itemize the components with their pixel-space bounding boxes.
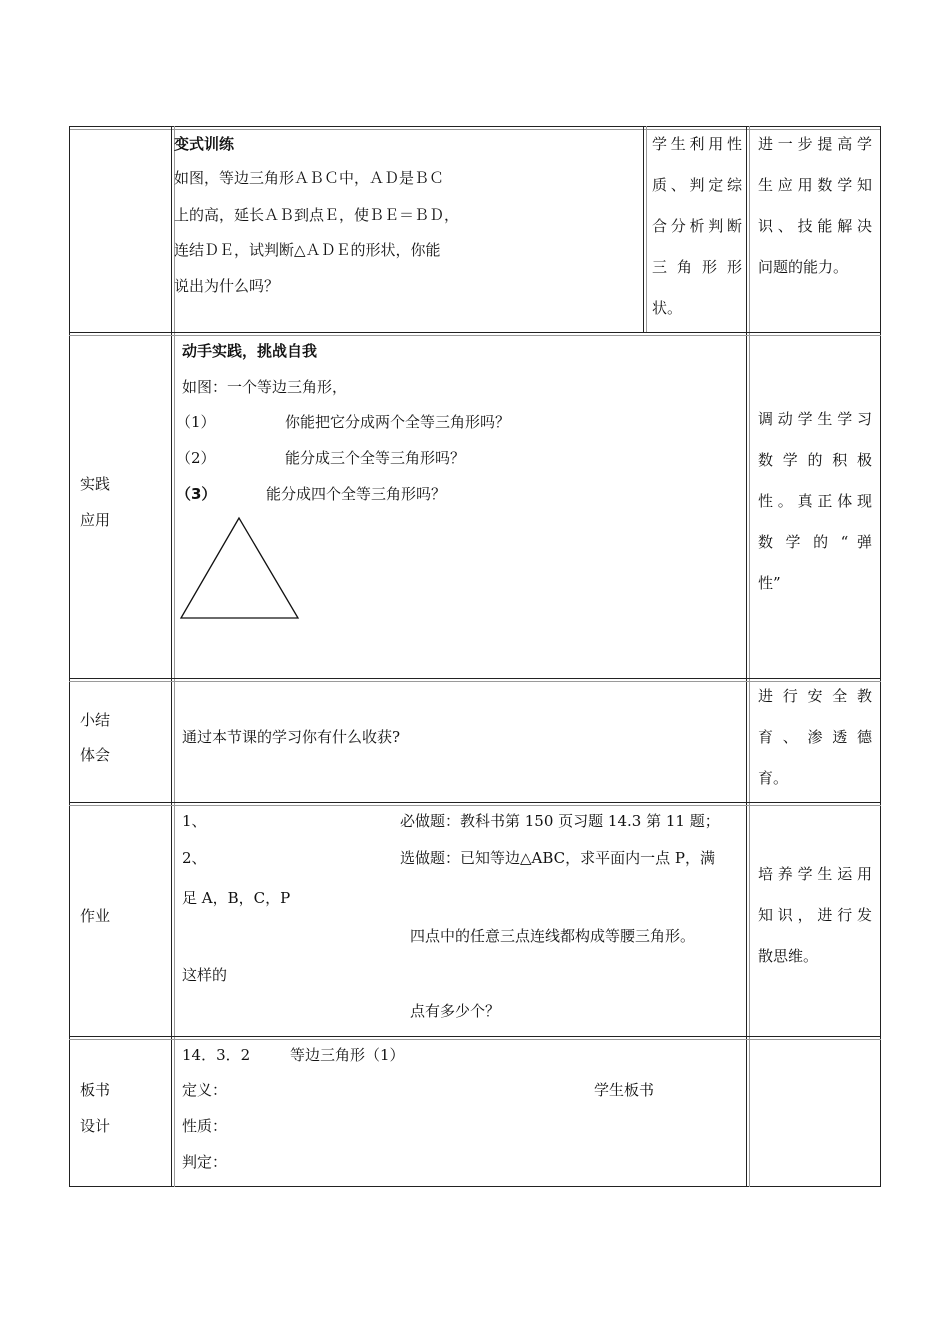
- equilateral-triangle-figure: [178, 514, 302, 622]
- homework-line-6: 点有多少个？: [410, 1002, 501, 1020]
- board-label-line-2: 设计: [80, 1117, 111, 1135]
- summary-intent-line-3: 育。: [758, 769, 789, 787]
- variation-student-line-1: 学生利用性: [652, 135, 742, 153]
- variation-heading: 变式训练: [174, 135, 235, 153]
- practice-intent-line-1: 调动学生学习: [758, 410, 872, 428]
- homework-line-4: 四点中的任意三点连线都构成等腰三角形。: [410, 927, 696, 945]
- variation-line-2: 上的高，延长ＡＢ到点Ｅ，使ＢＥ＝ＢＤ，: [174, 206, 460, 224]
- homework-line-5: 这样的: [182, 966, 228, 984]
- variation-intent-line-3: 识、技能解决: [758, 217, 872, 235]
- variation-student-line-3: 合分析判断: [652, 217, 742, 235]
- practice-item-3-num: （3）: [176, 485, 217, 503]
- triangle-shape: [181, 518, 298, 618]
- homework-intent-line-3: 散思维。: [758, 947, 819, 965]
- homework-item-1-num: 1、: [182, 812, 207, 830]
- homework-item-1-text: 必做题：教科书第 150 页习题 14.3 第 11 题；: [400, 812, 720, 830]
- practice-item-2-num: （2）: [176, 449, 216, 467]
- variation-line-4: 说出为什么吗？: [174, 277, 280, 295]
- variation-intent-line-1: 进一步提高学: [758, 135, 872, 153]
- summary-label-line-1: 小结: [80, 711, 111, 729]
- practice-intro: 如图：一个等边三角形，: [182, 378, 348, 396]
- board-title-number: 14．3．2: [182, 1046, 251, 1064]
- variation-student-line-4: 三 角 形 形: [652, 258, 742, 276]
- homework-line-3: 足 A，B，C，P: [182, 889, 291, 907]
- board-definition: 定义：: [182, 1081, 228, 1099]
- practice-item-1-text: 你能把它分成两个全等三角形吗？: [285, 413, 511, 431]
- variation-line-1: 如图，等边三角形ＡＢＣ中，ＡＤ是ＢＣ: [174, 169, 445, 187]
- board-student-board: 学生板书: [594, 1081, 655, 1099]
- practice-heading: 动手实践，挑战自我: [182, 342, 318, 360]
- practice-label-line-2: 应用: [80, 511, 111, 529]
- board-label-line-1: 板书: [80, 1081, 111, 1099]
- variation-intent-line-2: 生应用数学知: [758, 176, 872, 194]
- summary-intent-line-2: 育 、 渗 透 德: [758, 728, 872, 746]
- homework-intent-line-2: 知识，进行发: [758, 906, 872, 924]
- variation-student-line-5: 状。: [652, 299, 683, 317]
- summary-label-line-2: 体会: [80, 746, 111, 764]
- practice-label-line-1: 实践: [80, 475, 111, 493]
- homework-item-2-num: 2、: [182, 849, 207, 867]
- board-property: 性质：: [182, 1117, 228, 1135]
- practice-item-1-num: （1）: [176, 413, 216, 431]
- summary-intent-line-1: 进 行 安 全 教: [758, 687, 872, 705]
- variation-student-line-2: 质、判定综: [652, 176, 742, 194]
- homework-intent-line-1: 培养学生运用: [758, 865, 872, 883]
- homework-label: 作业: [80, 907, 111, 925]
- board-title-text: 等边三角形（1）: [290, 1046, 405, 1064]
- practice-item-3-text: 能分成四个全等三角形吗？: [266, 485, 447, 503]
- board-judgement: 判定：: [182, 1153, 228, 1171]
- practice-intent-line-5: 性”: [758, 574, 781, 592]
- homework-item-2-text: 选做题：已知等边△ABC，求平面内一点 P，满: [400, 849, 716, 867]
- practice-intent-line-2: 数 学 的 积 极: [758, 451, 872, 469]
- summary-question: 通过本节课的学习你有什么收获?: [182, 728, 401, 746]
- practice-item-2-text: 能分成三个全等三角形吗？: [285, 449, 466, 467]
- practice-intent-line-4: 数 学 的 “ 弹: [758, 533, 872, 551]
- practice-intent-line-3: 性。真正体现: [758, 492, 872, 510]
- variation-line-3: 连结ＤＥ，试判断△ＡＤＥ的形状，你能: [174, 241, 441, 259]
- variation-intent-line-4: 问题的能力。: [758, 258, 849, 276]
